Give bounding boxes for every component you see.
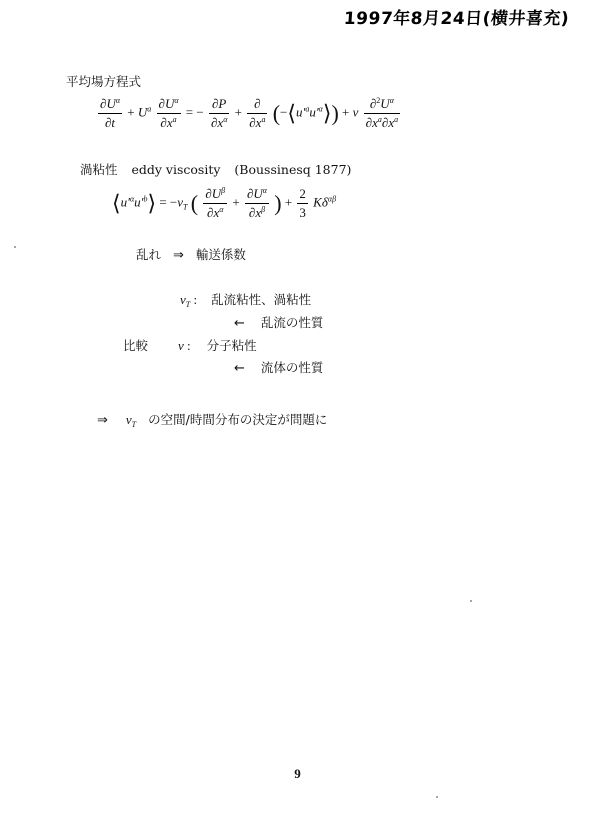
scan-speck	[436, 796, 438, 798]
conclusion-text: の空間/時間分布の決定が問題に	[148, 412, 328, 427]
section-heading: 平均場方程式	[66, 74, 142, 89]
scan-speck	[470, 600, 472, 602]
conclusion-row: ⇒ $\nu_T$ の空間/時間分布の決定が問題に	[97, 412, 328, 429]
eq1-term-reynolds: $\frac{\partial}{\partial x^a}$	[249, 96, 266, 130]
nu-t-row: $\nu_T$ : 乱流粘性、渦粘性	[180, 292, 312, 309]
eq1-term-viscous: $\frac{\partial^2U^\alpha}{\partial x^a\partial x^a}$	[365, 96, 399, 130]
mean-field-equation: $\frac{\partial U^\alpha}{\partial t}$ + $U^a$ $\frac{\partial U^\alpha}{\partial x^a}$ = − $\frac{\partial P}{\partial x^\alpha}$ + $\frac{\partial}{\partial x^a}$ $(-⟨u'^au'^\alpha⟩) + \nu$ $\frac{\partial^2U^\alpha}{\partial x^a\partial x^a}$	[100, 96, 399, 130]
eq1-term-dUdt: $\frac{\partial U^\alpha}{\partial t}$	[100, 96, 121, 130]
boussinesq-reference: (Boussinesq 1877)	[234, 162, 352, 177]
eq1-term-advection: $\frac{\partial U^\alpha}{\partial x^a}$	[158, 96, 179, 130]
eq2-term-dUbeta: $\frac{\partial U^\beta}{\partial x^\alpha}$	[205, 186, 226, 220]
nu-description: 分子粘性	[206, 338, 257, 353]
turbulence-label: 乱れ	[136, 247, 162, 262]
eddy-viscosity-jp: 渦粘性	[80, 162, 118, 177]
implies-arrow-2: ⇒	[97, 413, 108, 428]
scan-speck	[14, 246, 16, 248]
eq2-term-two-thirds: $\frac{2}{3}$	[299, 186, 306, 220]
nu-property: 流体の性質	[260, 360, 324, 375]
nu-property-row	[234, 358, 323, 376]
eddy-viscosity-en: eddy viscosity	[131, 162, 221, 177]
nu-t-description: 乱流粘性、渦粘性	[211, 292, 312, 307]
eddy-viscosity-label	[80, 160, 361, 178]
turbulence-row	[136, 245, 246, 263]
left-arrow-1: ←	[234, 316, 245, 331]
compare-row: 比較 ν : 分子粘性	[123, 338, 257, 353]
nu-t-property-row	[234, 313, 323, 331]
compare-label: 比較	[123, 338, 149, 353]
nu-t-property: 乱流の性質	[260, 315, 324, 330]
eq1-term-pressure: $\frac{\partial P}{\partial x^\alpha}$	[210, 96, 228, 130]
transport-coefficient-label: 輸送係数	[195, 247, 246, 262]
left-arrow-2: ←	[234, 361, 245, 376]
eq2-term-dUalpha: $\frac{\partial U^\alpha}{\partial x^\beta}$	[246, 186, 267, 220]
handwritten-date-note: 1997年8月24日(横井喜充)	[342, 9, 570, 29]
page-number: 9	[294, 766, 301, 781]
eddy-viscosity-equation: $⟨u'^\alpha u'^b⟩ = -\nu_T$ ( $\frac{\partial U^\beta}{\partial x^\alpha}$ + $\frac{\partial U^\alpha}{\partial x^\beta}$ ) + $\frac{2}{3}$ $K\delta^{\alpha\beta}$	[112, 186, 337, 220]
implies-arrow-1: ⇒	[173, 248, 184, 263]
